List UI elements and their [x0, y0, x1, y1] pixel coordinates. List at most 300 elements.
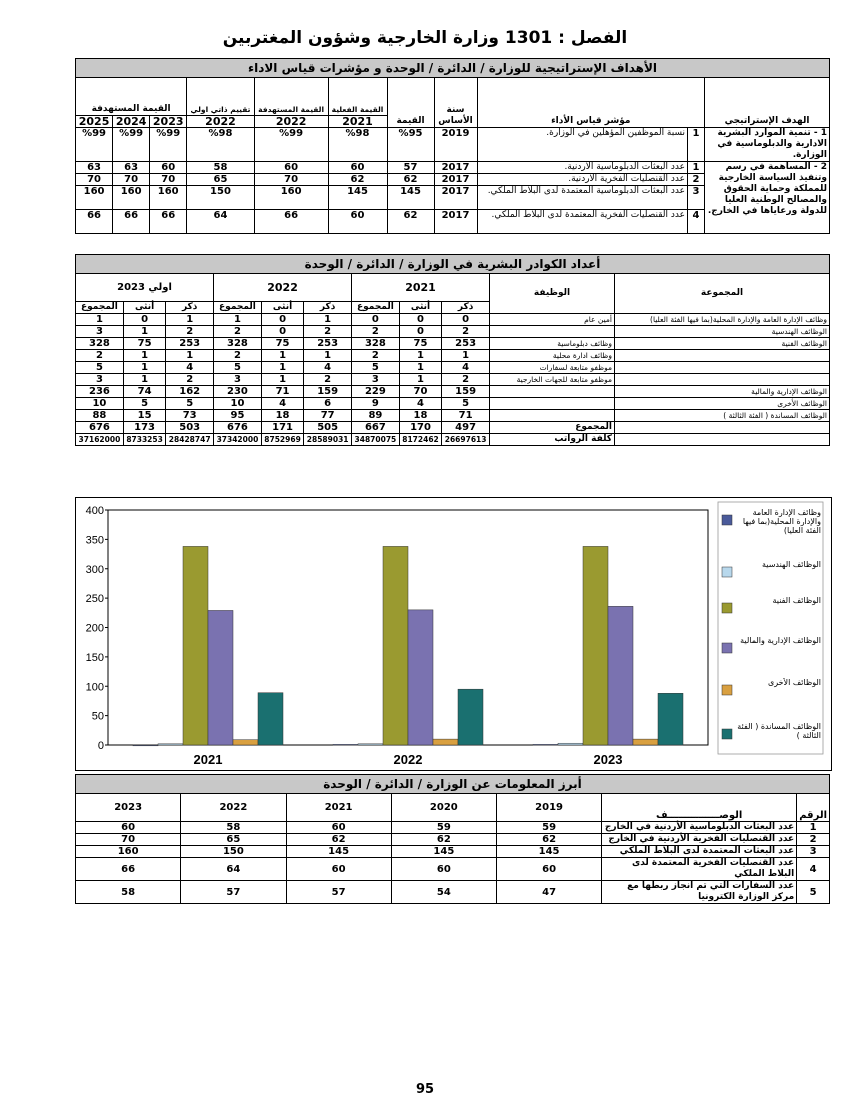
staff-value-cell: 328 [352, 338, 400, 350]
x-tick-label: 2022 [393, 752, 423, 767]
value-cell: 62 [387, 174, 434, 186]
info-value-cell: 58 [181, 822, 286, 834]
info-value-cell: 62 [391, 834, 496, 846]
staff-value-cell: 5 [123, 398, 165, 410]
self-eval-cell: %98 [187, 128, 255, 162]
legend-swatch [722, 603, 732, 613]
info-value-cell: 66 [76, 858, 181, 881]
header-staff-2021: 2021 [352, 274, 490, 302]
bar-chart-svg [76, 498, 831, 770]
target-2024-cell: %99 [113, 128, 150, 162]
info-value-cell: 59 [496, 822, 601, 834]
staff-value-cell: 4 [399, 398, 441, 410]
info-row [76, 881, 830, 904]
staff-value-cell: 2 [352, 350, 400, 362]
group-cell: وظائف الإدارة العامة والإدارة المحلية(بما فيها الفئة العليا) [615, 314, 830, 326]
bar [633, 739, 658, 745]
target-2023-cell: 60 [150, 162, 187, 174]
staff-value-cell: 1 [123, 326, 165, 338]
target-2024-cell: 66 [113, 210, 150, 234]
info-description: عدد القنصليات الفخرية المعتمدة لدى البلاط الملكي [602, 858, 797, 881]
cost-cell: 8733253 [123, 434, 165, 446]
staff-value-cell: 328 [76, 338, 124, 350]
header-target-group: القيمة المستهدفة [76, 78, 187, 116]
bar [258, 693, 283, 745]
staff-value-cell: 2 [166, 374, 214, 386]
staff-row [76, 350, 830, 362]
staff-value-cell: 5 [352, 362, 400, 374]
info-value-cell: 54 [391, 881, 496, 904]
staff-value-cell: 328 [214, 338, 262, 350]
base-year-cell: 2017 [434, 174, 477, 186]
staff-value-cell: 253 [304, 338, 352, 350]
bar [458, 689, 483, 745]
legend-label [734, 636, 821, 676]
staff-value-cell: 1 [442, 350, 490, 362]
total-label: المجموع [490, 422, 615, 434]
staff-value-cell: 0 [123, 314, 165, 326]
info-value-cell: 64 [181, 858, 286, 881]
value-cell: 62 [387, 210, 434, 234]
legend-label [734, 596, 821, 636]
indicator-text: عدد القنصليات الفخرية المعتمدة لدى البلاط الملكي. [477, 210, 687, 234]
header-total: المجموع [214, 302, 262, 314]
staff-value-cell: 1 [123, 362, 165, 374]
self-eval-cell: 58 [187, 162, 255, 174]
base-year-cell: 2017 [434, 210, 477, 234]
staff-value-cell: 2 [304, 326, 352, 338]
page-title: الفصل : 1301 وزارة الخارجية وشؤون المغتربين [222, 28, 628, 48]
group-cell: الوظائف الهندسية [615, 326, 830, 338]
group-cell [615, 362, 830, 374]
header-indicator: مؤشر قياس الأداء [477, 78, 704, 128]
header-2022a: 2022 [254, 116, 328, 128]
bar [583, 546, 608, 745]
page-number: 95 [415, 1082, 435, 1097]
total-cell: 676 [214, 422, 262, 434]
legend-swatch [722, 685, 732, 695]
staff-value-cell: 5 [442, 398, 490, 410]
info-row [76, 834, 830, 846]
total-cell: 505 [304, 422, 352, 434]
staff-value-cell: 1 [304, 314, 352, 326]
bar [433, 739, 458, 745]
target-cell: 70 [254, 174, 328, 186]
job-cell [490, 386, 615, 398]
staff-value-cell: 89 [352, 410, 400, 422]
legend-text: الوظائف الفنية [772, 596, 821, 605]
target-cell: %99 [254, 128, 328, 162]
header-female: أنثى [123, 302, 165, 314]
strategic-table-title: الأهداف الإستراتيجية للوزارة / الدائرة / الوحدة و مؤشرات قياس الاداء [76, 59, 830, 78]
info-number: 5 [797, 881, 830, 904]
bar [158, 744, 183, 745]
staff-value-cell: 0 [442, 314, 490, 326]
target-cell: 60 [254, 162, 328, 174]
actual-cell: 60 [328, 162, 387, 174]
header-staff-2022: 2022 [214, 274, 352, 302]
staff-value-cell: 71 [261, 386, 303, 398]
staff-value-cell: 229 [352, 386, 400, 398]
indicator-text: نسبة الموظفين المؤهلين في الوزارة. [477, 128, 687, 162]
legend-swatch [722, 515, 732, 525]
header-self-eval: تقييم ذاتي اولي [187, 78, 255, 116]
total-cell: 497 [442, 422, 490, 434]
target-2023-cell: 70 [150, 174, 187, 186]
header-description: الوصـــــــــــــــف [602, 794, 797, 822]
info-value-cell: 60 [286, 858, 391, 881]
target-2024-cell: 70 [113, 174, 150, 186]
target-cell: 66 [254, 210, 328, 234]
staff-value-cell: 77 [304, 410, 352, 422]
header-total: المجموع [352, 302, 400, 314]
info-row [76, 846, 830, 858]
y-tick-label: 300 [85, 563, 104, 576]
target-cell: 160 [254, 186, 328, 210]
bar [233, 740, 258, 745]
indicator-text: عدد البعثات الدبلوماسية الاردنية. [477, 162, 687, 174]
staff-value-cell: 1 [261, 374, 303, 386]
staff-value-cell: 0 [352, 314, 400, 326]
staff-value-cell: 230 [214, 386, 262, 398]
total-cell: 170 [399, 422, 441, 434]
header-male: ذكر [442, 302, 490, 314]
info-value-cell: 57 [181, 881, 286, 904]
info-value-cell: 60 [286, 822, 391, 834]
total-cell: 173 [123, 422, 165, 434]
staff-value-cell: 5 [166, 398, 214, 410]
group-cell: الوظائف الفنية [615, 338, 830, 350]
indicator-text: عدد القنصليات الفخرية الاردنية. [477, 174, 687, 186]
staff-table-title: أعداد الكوادر البشرية في الوزارة / الدائرة / الوحدة [76, 255, 830, 274]
header-female: أنثى [261, 302, 303, 314]
info-table [75, 774, 830, 904]
staff-value-cell: 2 [442, 374, 490, 386]
staff-value-cell: 1 [166, 350, 214, 362]
info-value-cell: 65 [181, 834, 286, 846]
staff-row [76, 398, 830, 410]
info-row [76, 822, 830, 834]
staff-value-cell: 2 [214, 326, 262, 338]
bar [533, 744, 558, 745]
info-value-cell: 145 [286, 846, 391, 858]
actual-cell: %98 [328, 128, 387, 162]
row-number: 4 [688, 210, 705, 234]
target-2025-cell: %99 [76, 128, 113, 162]
legend-label [734, 508, 821, 548]
self-eval-cell: 150 [187, 186, 255, 210]
staff-chart [75, 497, 832, 771]
staff-value-cell: 2 [442, 326, 490, 338]
cost-label: كلفة الرواتب [490, 434, 615, 446]
staff-value-cell: 162 [166, 386, 214, 398]
staff-value-cell: 1 [304, 350, 352, 362]
info-value-cell: 60 [391, 858, 496, 881]
staff-row [76, 410, 830, 422]
target-2024-cell: 160 [113, 186, 150, 210]
bar [208, 610, 233, 745]
info-number: 1 [797, 822, 830, 834]
header-group: المجموعة [615, 274, 830, 314]
staff-value-cell: 0 [261, 314, 303, 326]
target-2025-cell: 63 [76, 162, 113, 174]
target-2023-cell: 160 [150, 186, 187, 210]
info-value-cell: 70 [76, 834, 181, 846]
bar [333, 744, 358, 745]
bar [408, 610, 433, 745]
target-2025-cell: 66 [76, 210, 113, 234]
target-2025-cell: 70 [76, 174, 113, 186]
header-staff-2023: اولي 2023 [76, 274, 214, 302]
base-year-cell: 2019 [434, 128, 477, 162]
legend-swatch [722, 567, 732, 577]
info-value-cell: 145 [496, 846, 601, 858]
job-cell: موظفو متابعة لسفارات [490, 362, 615, 374]
staff-value-cell: 70 [399, 386, 441, 398]
staff-value-cell: 2 [352, 326, 400, 338]
info-value-cell: 150 [181, 846, 286, 858]
staff-value-cell: 10 [214, 398, 262, 410]
staff-value-cell: 236 [76, 386, 124, 398]
legend-swatch [722, 729, 732, 739]
y-tick-label: 250 [85, 593, 104, 606]
staff-value-cell: 2 [304, 374, 352, 386]
header-goal: الهدف الإستراتيجي [705, 78, 830, 128]
staff-value-cell: 75 [123, 338, 165, 350]
info-description: عدد السفارات التي تم انجاز ربطها مع مركز الوزارة الكترونيا [602, 881, 797, 904]
header-2021: 2021 [328, 116, 387, 128]
header-target-2022: القيمة المستهدفة [254, 78, 328, 116]
info-value-cell: 62 [286, 834, 391, 846]
info-value-cell: 47 [496, 881, 601, 904]
staff-value-cell: 5 [214, 362, 262, 374]
row-number: 1 [688, 162, 705, 174]
staff-value-cell: 4 [261, 398, 303, 410]
staff-value-cell: 88 [76, 410, 124, 422]
target-2025-cell: 160 [76, 186, 113, 210]
staff-value-cell: 1 [214, 314, 262, 326]
info-description: عدد البعثات الدبلوماسية الأردنية في الخارج [602, 822, 797, 834]
staff-value-cell: 3 [214, 374, 262, 386]
row-number: 2 [688, 174, 705, 186]
staff-value-cell: 6 [304, 398, 352, 410]
info-table-title: أبرز المعلومات عن الوزارة / الدائرة / الوحدة [76, 775, 830, 794]
header-2020: 2020 [391, 794, 496, 822]
cost-cell: 28589031 [304, 434, 352, 446]
staff-value-cell: 159 [442, 386, 490, 398]
header-actual: القيمة الفعلية [328, 78, 387, 116]
strategic-goals-table [75, 58, 830, 234]
cost-cell: 8172462 [399, 434, 441, 446]
header-male: ذكر [304, 302, 352, 314]
staff-value-cell: 3 [352, 374, 400, 386]
staff-value-cell: 5 [76, 362, 124, 374]
staff-row [76, 326, 830, 338]
header-2019: 2019 [496, 794, 601, 822]
header-female: أنثى [399, 302, 441, 314]
staff-row [76, 362, 830, 374]
job-cell [490, 410, 615, 422]
legend-label [734, 560, 821, 600]
staff-value-cell: 0 [399, 314, 441, 326]
staff-value-cell: 1 [399, 374, 441, 386]
staff-value-cell: 0 [399, 326, 441, 338]
header-2023: 2023 [150, 116, 187, 128]
bar [183, 546, 208, 745]
job-cell: وظائف ادارة محلية [490, 350, 615, 362]
bar [658, 693, 683, 745]
cost-cell: 37342000 [214, 434, 262, 446]
cost-cell: 28428747 [166, 434, 214, 446]
staff-value-cell: 15 [123, 410, 165, 422]
info-value-cell: 60 [496, 858, 601, 881]
info-number: 3 [797, 846, 830, 858]
staff-value-cell: 4 [442, 362, 490, 374]
y-tick-label: 150 [85, 651, 104, 664]
staff-row [76, 338, 830, 350]
cost-cell: 34870075 [352, 434, 400, 446]
info-description: عدد القنصليات الفخرية الأردنية في الخارج [602, 834, 797, 846]
staff-value-cell: 3 [76, 326, 124, 338]
staff-value-cell: 4 [304, 362, 352, 374]
value-cell: %95 [387, 128, 434, 162]
staff-value-cell: 1 [76, 314, 124, 326]
x-tick-label: 2021 [193, 752, 223, 767]
staff-row [76, 386, 830, 398]
staff-value-cell: 159 [304, 386, 352, 398]
staff-value-cell: 75 [261, 338, 303, 350]
actual-cell: 145 [328, 186, 387, 210]
staff-value-cell: 9 [352, 398, 400, 410]
staff-value-cell: 253 [166, 338, 214, 350]
total-cell: 676 [76, 422, 124, 434]
legend-label [734, 678, 821, 718]
info-value-cell: 62 [496, 834, 601, 846]
y-tick-label: 200 [85, 622, 104, 635]
x-tick-label: 2023 [593, 752, 623, 767]
group-cell: الوظائف المساندة ( الفئة الثالثة ) [615, 410, 830, 422]
header-2025: 2025 [76, 116, 113, 128]
header-2023: 2023 [76, 794, 181, 822]
staff-value-cell: 1 [261, 362, 303, 374]
staff-value-cell: 71 [442, 410, 490, 422]
header-2022: 2022 [181, 794, 286, 822]
y-tick-label: 350 [85, 534, 104, 547]
job-cell [490, 326, 615, 338]
total-empty [615, 422, 830, 434]
base-year-cell: 2017 [434, 186, 477, 210]
job-cell: وظائف دبلوماسية [490, 338, 615, 350]
goal-2: 2 - المساهمة في رسم وتنفيذ السياسة الخارجية للمملكة وحماية الحقوق والمصالح الوطنية العليا للدولة ورعاياها في الخارج. [705, 162, 830, 234]
indicator-text: عدد البعثات الدبلوماسية المعتمدة لدى البلاط الملكي. [477, 186, 687, 210]
info-value-cell: 60 [76, 822, 181, 834]
group-cell: الوظائف الأخرى [615, 398, 830, 410]
target-2023-cell: %99 [150, 128, 187, 162]
bar [383, 546, 408, 745]
staff-value-cell: 2 [76, 350, 124, 362]
y-tick-label: 50 [91, 710, 104, 723]
info-row [76, 858, 830, 881]
staff-value-cell: 1 [399, 362, 441, 374]
total-cell: 171 [261, 422, 303, 434]
staff-value-cell: 10 [76, 398, 124, 410]
y-tick-label: 400 [85, 505, 104, 517]
staff-value-cell: 1 [261, 350, 303, 362]
row-number: 1 [688, 128, 705, 162]
staff-value-cell: 75 [399, 338, 441, 350]
header-base-year: سنة الأساس [434, 78, 477, 128]
staff-value-cell: 95 [214, 410, 262, 422]
header-2021: 2021 [286, 794, 391, 822]
legend-text: وظائف الإدارة العامة والإدارة المحلية(بما فيها الفئة العليا) [742, 508, 821, 535]
goal-1: 1 - تنمية الموارد البشرية الادارية والدبلوماسية في الوزارة. [705, 128, 830, 162]
cost-cell: 26697613 [442, 434, 490, 446]
job-cell [490, 398, 615, 410]
staff-value-cell: 253 [442, 338, 490, 350]
legend-text: الوظائف الأخرى [767, 678, 821, 687]
job-cell: موظفو متابعة للجهات الخارجية [490, 374, 615, 386]
staff-value-cell: 18 [399, 410, 441, 422]
group-cell: الوظائف الإدارية والمالية [615, 386, 830, 398]
self-eval-cell: 65 [187, 174, 255, 186]
job-cell: أمين عام [490, 314, 615, 326]
self-eval-cell: 64 [187, 210, 255, 234]
staff-value-cell: 1 [123, 374, 165, 386]
header-male: ذكر [166, 302, 214, 314]
header-2024: 2024 [113, 116, 150, 128]
staff-row [76, 314, 830, 326]
staff-value-cell: 1 [123, 350, 165, 362]
staff-value-cell: 18 [261, 410, 303, 422]
staff-value-cell: 3 [76, 374, 124, 386]
actual-cell: 62 [328, 174, 387, 186]
bar [608, 606, 633, 745]
staff-value-cell: 74 [123, 386, 165, 398]
info-value-cell: 58 [76, 881, 181, 904]
info-value-cell: 145 [391, 846, 496, 858]
bar [358, 744, 383, 745]
staff-table [75, 254, 830, 446]
staff-value-cell: 0 [261, 326, 303, 338]
group-cell [615, 374, 830, 386]
header-total: المجموع [76, 302, 124, 314]
info-value-cell: 59 [391, 822, 496, 834]
total-cell: 667 [352, 422, 400, 434]
base-year-cell: 2017 [434, 162, 477, 174]
actual-cell: 60 [328, 210, 387, 234]
staff-value-cell: 1 [399, 350, 441, 362]
group-cell [615, 350, 830, 362]
staff-value-cell: 2 [214, 350, 262, 362]
info-description: عدد البعثات المعتمدة لدى البلاط الملكي [602, 846, 797, 858]
total-cell: 503 [166, 422, 214, 434]
info-value-cell: 160 [76, 846, 181, 858]
staff-row [76, 374, 830, 386]
y-tick-label: 0 [97, 740, 104, 752]
header-2022b: 2022 [187, 116, 255, 128]
info-number: 2 [797, 834, 830, 846]
staff-value-cell: 4 [166, 362, 214, 374]
cost-cell: 8752969 [261, 434, 303, 446]
staff-value-cell: 1 [166, 314, 214, 326]
row-number: 3 [688, 186, 705, 210]
info-number: 4 [797, 858, 830, 881]
legend-text: الوظائف الإدارية والمالية [740, 636, 821, 645]
staff-value-cell: 2 [166, 326, 214, 338]
legend-text: الوظائف المساندة ( الفئة الثالثة ) [737, 722, 821, 740]
target-2024-cell: 63 [113, 162, 150, 174]
legend-text: الوظائف الهندسية [761, 560, 821, 569]
